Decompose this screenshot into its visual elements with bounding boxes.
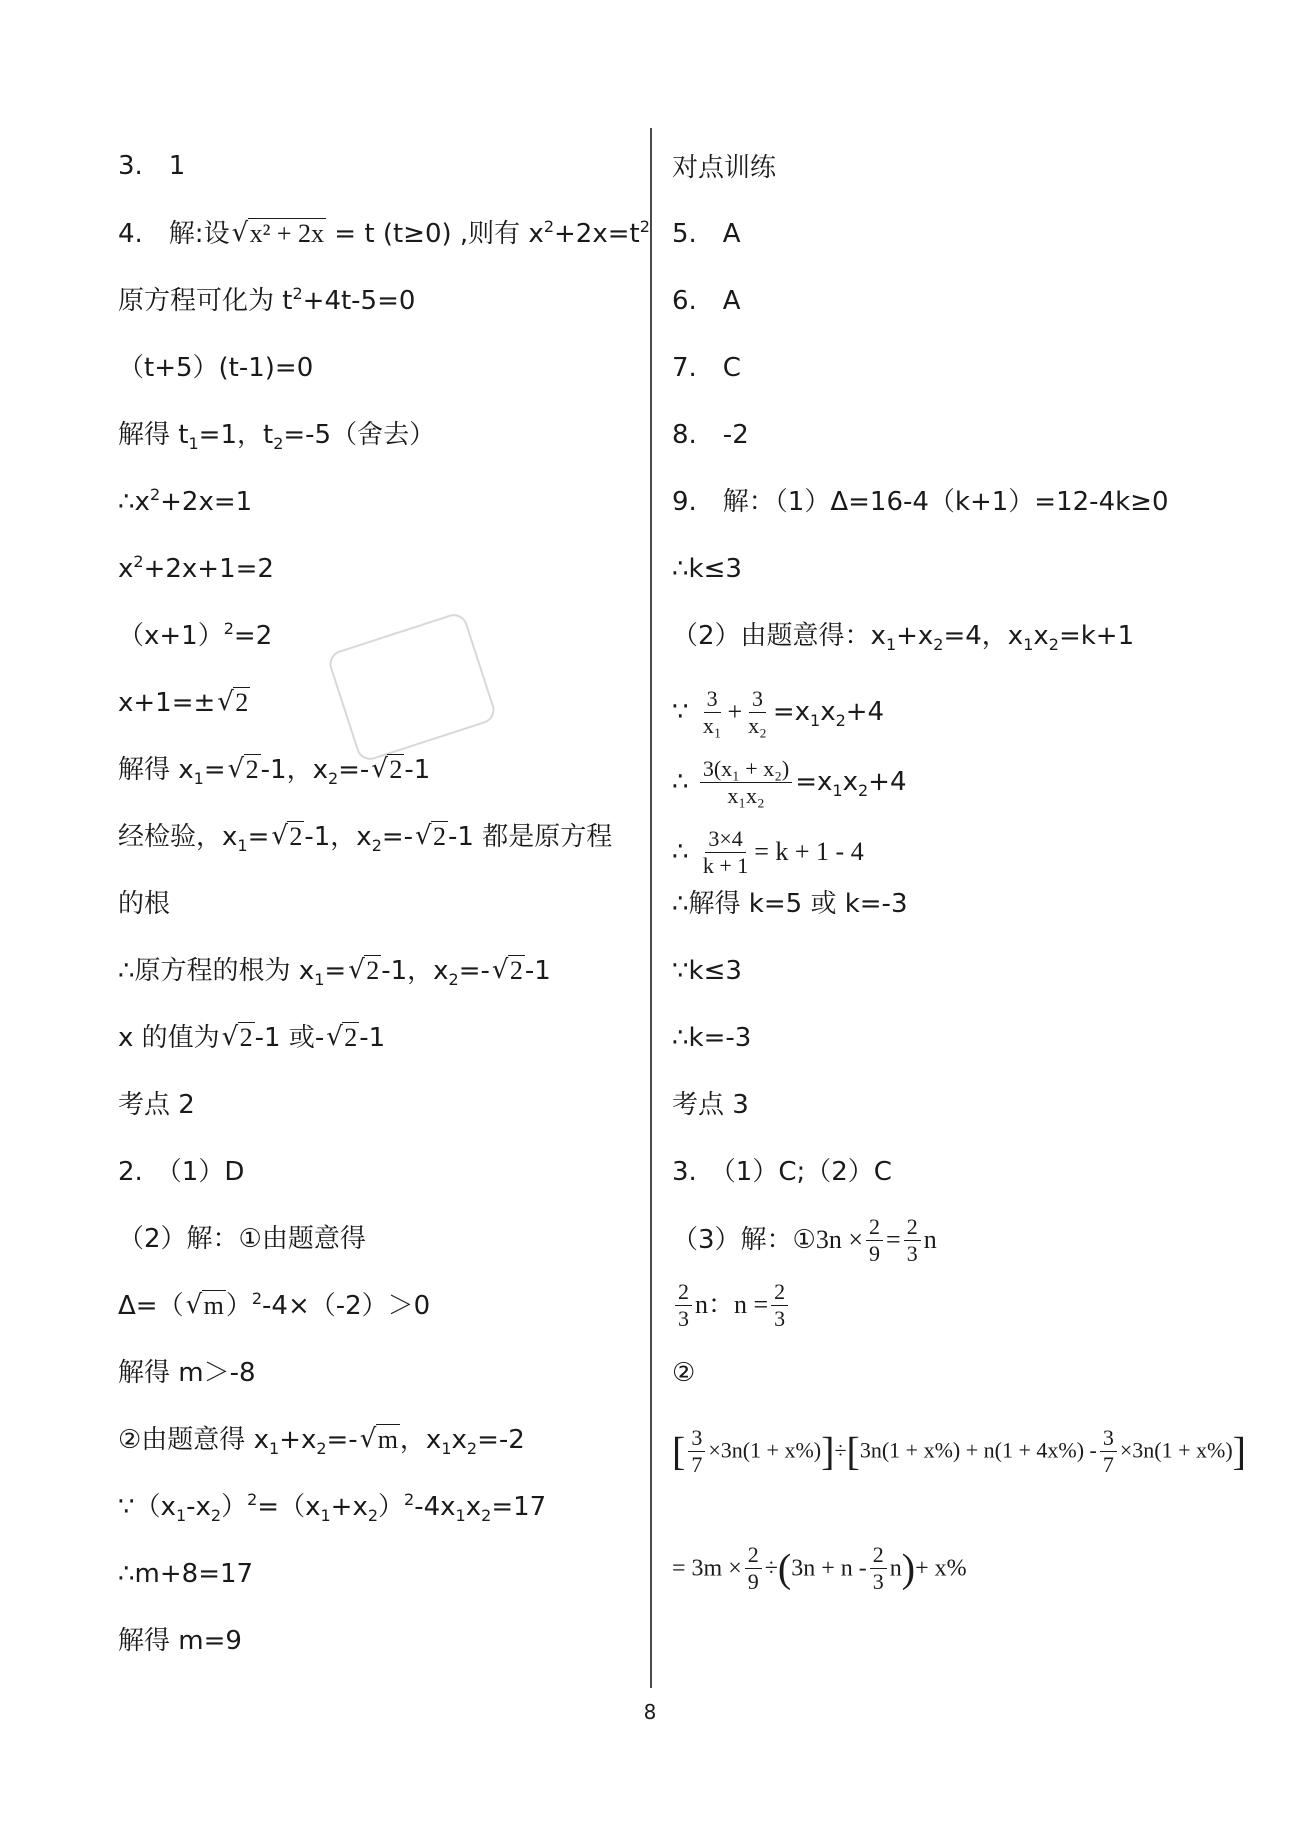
fraction: $\frac{2}{9}$ [866, 1214, 883, 1267]
fraction: $\frac{3}{7}$ [1100, 1425, 1117, 1478]
equation-line: ∵ $\frac{3}{\text{x₁}}$ + $\frac{3}{\text{x₂}}$ $=x_1x_2+4$ [672, 686, 885, 738]
section-heading: 对点训练 [672, 153, 777, 183]
fraction: $\frac{2}{3}$ [870, 1542, 887, 1595]
answer-3: 3. （1）C;（2）C [672, 1157, 892, 1187]
text-line: （2）解：①由题意得 [118, 1224, 366, 1254]
equation-line: = 3m × $\frac{2}{9}$ ÷(3n + n - $\frac{2}{3}$ n)+ x% [672, 1542, 967, 1594]
equation-line: ∴k≤3 [672, 554, 742, 584]
equation-line: （t+5）(t-1)=0 [118, 353, 314, 383]
fraction: $\frac{2}{3}$ [675, 1279, 692, 1332]
equation-line: ∵k≤3 [672, 956, 742, 986]
fraction: $\frac{2}{3}$ [771, 1279, 788, 1332]
stamp-logo [326, 611, 498, 764]
equation-line: 原方程可化为 $t^2+4t-5=0$ [118, 284, 416, 316]
equation-line: $\because(x_1-x_2)^2=(x_1+x_2)^2-4x_1x_2=17$ [118, 1490, 547, 1525]
equation-line: （3）解：①3n × $\frac{2}{9}$ = $\frac{2}{3}$ n [672, 1214, 937, 1266]
answer-6: 6. A [672, 286, 741, 316]
equation-line: 解得 m＞-8 [118, 1358, 256, 1388]
equation-line: ∴ $\frac{3\times 4}{k + 1}$ = k + 1 - 4 [672, 826, 864, 878]
equation-line: ∴ $\frac{\text{3(x₁ + x₂)}}{\text{x₁x₂}}$ $=x_1x_2+4$ [672, 756, 907, 808]
equation-line: $\frac{2}{3}$ n：n = $\frac{2}{3}$ [672, 1279, 791, 1332]
equation-line: $x^2+2x+1=2$ [118, 552, 274, 584]
answer-5: 5. A [672, 219, 741, 249]
answer-9: 9. 解：（1）Δ=16-4（k+1）=12-4k≥0 [672, 487, 1169, 517]
answer-7: 7. C [672, 353, 741, 383]
equation-line: 经检验，$x_1=√$ 2-1，$x_2=-√$ 2-1 都是原方程 [118, 817, 612, 857]
fraction: $\frac{3}{7}$ [688, 1425, 705, 1478]
equation-line: ∴原方程的根为 $x_1=√$ 2-1，$x_2=-√$ 2-1 [118, 951, 551, 991]
equation-line: $\therefore x^2+2x=1$ [118, 485, 253, 517]
equation-line: [ $\frac{3}{7}$ ×3n(1 + x%)]÷[3n(1 + x%) + n(1 + 4x%) - $\frac{3}{7}$ ×3n(1 + x%)] [672, 1425, 1246, 1477]
fraction: $\frac{3\times 4}{k + 1}$ [702, 826, 749, 878]
equation-line: 解得 $t_1=1$，$t_2=-5$（舍去） [118, 420, 436, 453]
text-line: 的根 [118, 889, 171, 919]
column-divider [650, 128, 652, 1688]
equation-line: Δ=（√ m）$^2$-4×（-2）＞0 [118, 1286, 430, 1326]
text-line: ② [672, 1358, 696, 1388]
equation-line: 解得 m=9 [118, 1626, 242, 1656]
equation-line: x 的值为√ 2-1 或-√ 2-1 [118, 1018, 385, 1058]
equation-line: ∴k=-3 [672, 1023, 752, 1053]
equation-line: 解得 $x_1=√$ 2-1，$x_2=-√$ 2-1 [118, 750, 430, 790]
sqrt-expression: √ x² + 2x [232, 214, 326, 254]
answer-8: 8. -2 [672, 420, 749, 450]
fraction: $\frac{\text{3(x₁ + x₂)}}{\text{x₁x₂}}$ [700, 756, 792, 809]
fraction: $\frac{2}{3}$ [904, 1214, 921, 1267]
equation-line: $(x+1)^2=2$ [118, 619, 273, 651]
equation-line: ∴m+8=17 [118, 1559, 254, 1589]
equation-line: （2）由题意得：$x_1+x_2=4$，$x_1x_2=k+1$ [672, 621, 1135, 654]
equation-line: x+1=±√ 2 [118, 683, 250, 723]
fraction: $\frac{3}{\text{x₂}}$ [748, 686, 767, 738]
fraction: $\frac{3}{\text{x₁}}$ [702, 686, 722, 738]
section-heading: 考点 3 [672, 1090, 749, 1120]
answer-2: 2. （1）D [118, 1157, 245, 1187]
page-number: 8 [643, 1700, 657, 1724]
sqrt-2: √ 2 [217, 683, 250, 723]
fraction: $\frac{2}{9}$ [745, 1542, 762, 1595]
equation-line: ∴解得 k=5 或 k=-3 [672, 889, 908, 919]
answer-4-intro: 4. 解:设√ x² + 2x = t (t≥0) ,则有 $x^2+2x=t^2$ [118, 214, 650, 254]
section-heading: 考点 2 [118, 1090, 195, 1120]
equation-line: ②由题意得 $x_1+x_2=-√$ m，$x_1x_2=-2$ [118, 1420, 525, 1460]
answer-3: 3. 1 [118, 151, 186, 181]
